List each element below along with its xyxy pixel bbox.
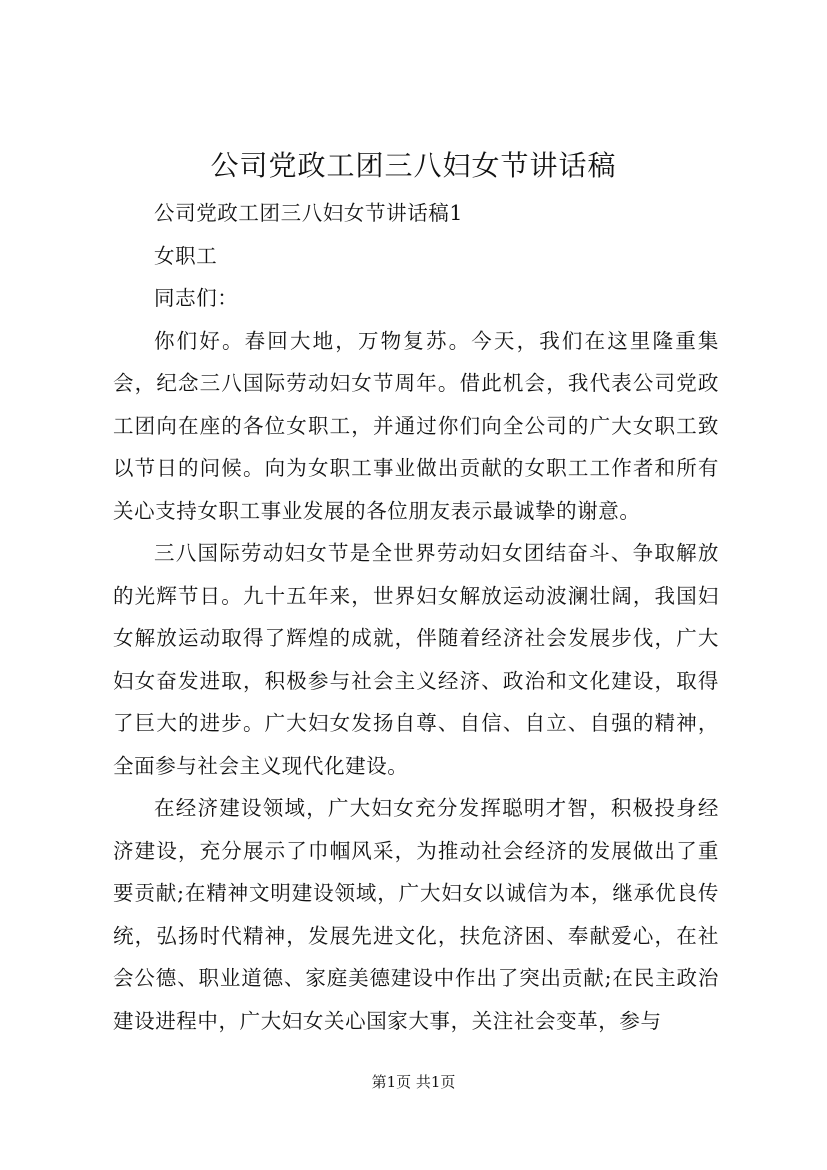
paragraph-history: 三八国际劳动妇女节是全世界劳动妇女团结奋斗、争取解放的光辉节日。九十五年来，世界妇女解放运动波澜壮阔，我国妇女解放运动取得了辉煌的成就，伴随着经济社会发展步伐，广大妇女奋发进取，积极参与社会主义经济、政治和文化建设，取得了巨大的进步。广大妇女发扬自尊、自信、自立、自强的精神，全面参与社会主义现代化建设。 [113, 541, 719, 778]
page-footer: 第1页 共1页 [371, 1073, 456, 1091]
document-title: 公司党政工团三八妇女节讲话稿 [210, 149, 617, 182]
document-body [113, 192, 719, 1042]
paragraph-contributions: 在经济建设领域，广大妇女充分发挥聪明才智，积极投身经济建设，充分展示了巾帼风采，为推动社会经济的发展做出了重要贡献;在精神文明建设领域，广大妇女以诚信为本，继承优良传统，弘扬时代精神，发展先进文化，扶危济困、奉献爱心，在社会公德、职业道德、家庭美德建设中作出了突出贡献;在民主政治建设进程中，广大妇女关心国家大事，关注社会变革，参与 [113, 796, 719, 1033]
paragraph-salutation: 同志们： [154, 286, 239, 310]
paragraph-addressee: 女职工 [154, 243, 218, 268]
paragraph-subtitle: 公司党政工团三八妇女节讲话稿1 [154, 201, 464, 225]
paragraph-greeting: 你们好。春回大地，万物复苏。今天，我们在这里隆重集会，纪念三八国际劳动妇女节周年。借此机会，我代表公司党政工团向在座的各位女职工，并通过你们向全公司的广大女职工致以节日的问候。向为女职工事业做出贡献的女职工工作者和所有关心支持女职工事业发展的各位朋友表示最诚挚的谢意。 [113, 328, 719, 523]
